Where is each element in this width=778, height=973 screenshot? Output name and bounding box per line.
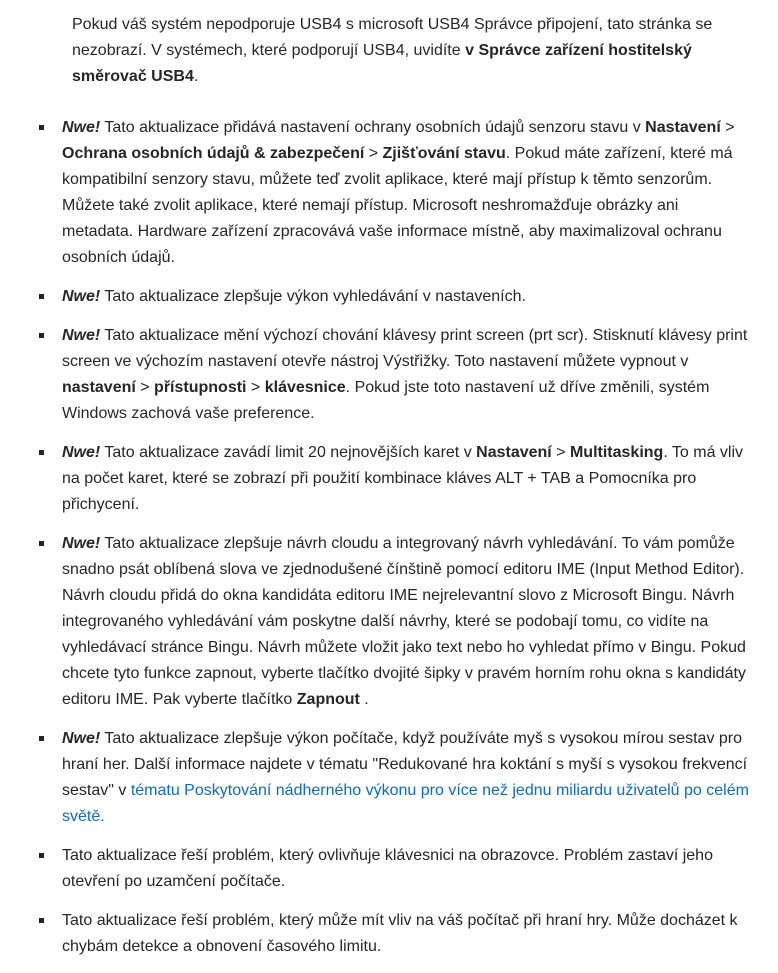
text-segment: Tato aktualizace zlepšuje návrh cloudu a integrovaný návrh vyhledávání. To vám pomůže snadno psát oblíbená slova ve zjednodušené čínštině pomocí editoru IME (Input Method Editor). Návrh cloudu přidá do okna kandidáta editoru IME nejrelevantní slovo z Microsoft Bingu. Návrh integrovaného vyhledávání vám poskytne další návrhy, které se podobají tomu, co vidíte na vyhledávací stránce Bingu. Návrh můžete vložit jako text nebo ho vyhledat přímo v Bingu. Pokud chcete tyto funkce zapnout, vyberte tlačítko dvojité šipky v pravém horním rohu okna s kandidáty editoru IME. Pak vyberte tlačítko (62, 535, 746, 708)
intro-paragraph (72, 12, 748, 90)
text-segment: . Pokud jste toto nastavení už dříve změnili, systém Windows zachová vaše preference. (62, 379, 710, 422)
list-item (0, 115, 778, 271)
text-segment: Pokud váš systém nepodporuje USB4 s microsoft USB4 Správce připojení, tato stránka se nezobrazí. V systémech, které podporují USB4, uvidíte (72, 16, 713, 59)
text-segment: . (359, 691, 369, 708)
list-item-text (62, 119, 735, 266)
text-segment: > (551, 444, 570, 461)
text-segment: . (193, 68, 199, 85)
text-segment: > (364, 145, 383, 162)
text-segment: nastavení (62, 379, 136, 396)
bullet-square-icon (39, 294, 44, 299)
list-item-text (62, 444, 743, 513)
list-item (0, 440, 778, 518)
bullet-square-icon (39, 736, 44, 741)
list-item (0, 908, 778, 960)
text-segment: Tato aktualizace mění výchozí chování klávesy print screen (prt scr). Stisknutí klávesy print screen ve výchozím nastavení otevře nástroj Výstřižky. Toto nastavení můžete vypnout v (62, 327, 748, 370)
bullet-square-icon (39, 333, 44, 338)
text-segment: Zapnout (296, 691, 360, 708)
text-segment: Nwe! (62, 730, 101, 747)
text-segment: Ochrana osobních údajů & zabezpečení (62, 145, 365, 162)
text-segment: Nwe! (62, 288, 101, 305)
list-item-text (62, 730, 749, 825)
bullet-square-icon (39, 125, 44, 130)
text-segment: Tato aktualizace přidává nastavení ochrany osobních údajů senzoru stavu v (100, 119, 646, 136)
text-segment: Tato aktualizace řeší problém, který může mít vliv na váš počítač při hraní hry. Může docházet k chybám detekce a obnovení časového limitu. (62, 912, 738, 955)
text-segment: Nwe! (62, 119, 101, 136)
text-segment: Tato aktualizace zlepšuje výkon počítače, když používáte myš s vysokou mírou sestav pro hraní her. Další informace najdete v tématu "Redukované hra koktání s myší s vysokou frekvencí sestav" v (62, 730, 748, 799)
list-item-text (62, 327, 747, 422)
list-item (0, 843, 778, 895)
bullet-square-icon (39, 541, 44, 546)
text-segment: Multitasking (569, 444, 664, 461)
text-segment: Nwe! (62, 444, 101, 461)
list-item-text (62, 912, 738, 955)
text-segment: Zjišťování stavu (382, 145, 506, 162)
text-segment: > (720, 119, 735, 136)
text-segment: Nastavení (476, 444, 552, 461)
list-item-text (62, 288, 526, 305)
list-item (0, 284, 778, 310)
text-segment: . To má vliv na počet karet, které se zobrazí při použití kombinace kláves ALT + TAB a Pomocníka pro přichycení. (62, 444, 744, 513)
text-segment: > (135, 379, 155, 396)
text-segment: v Správce zařízení hostitelský směrovač USB4 (72, 42, 692, 85)
text-segment: Nastavení (645, 119, 721, 136)
list-item (0, 726, 778, 830)
text-segment: Tato aktualizace zlepšuje výkon vyhledávání v nastaveních. (100, 288, 526, 305)
text-segment: Tato aktualizace řeší problém, který ovlivňuje klávesnici na obrazovce. Problém zastaví jeho otevření po uzamčení počítače. (62, 847, 713, 890)
bullet-square-icon (39, 918, 44, 923)
text-segment: Tato aktualizace zavádí limit 20 nejnovějších karet v (100, 444, 477, 461)
text-segment: > (246, 379, 265, 396)
text-segment: . Pokud máte zařízení, které má kompatibilní senzory stavu, můžete teď zvolit aplikace, které mají přístup k těmto senzorům. Můžete také zvolit aplikace, které nemají přístup. Microsoft neshromažďuje obrázky ani metadata. Hardware zařízení zpracovává vaše informace místně, aby maximalizoval ochranu osobních údajů. (62, 145, 733, 266)
list-item (0, 323, 778, 427)
list-item-text (62, 535, 746, 708)
list-item-text (62, 847, 713, 890)
list-item (0, 531, 778, 713)
bullet-square-icon (39, 450, 44, 455)
text-segment: klávesnice (264, 379, 346, 396)
text-segment: Nwe! (62, 327, 101, 344)
text-segment: Nwe! (62, 535, 101, 552)
bullet-square-icon (39, 853, 44, 858)
inline-link[interactable]: tématu Poskytování nádherného výkonu pro více než jednu miliardu uživatelů po celém světě. (62, 782, 749, 825)
text-segment: přístupnosti (154, 379, 247, 396)
update-list (0, 115, 778, 960)
